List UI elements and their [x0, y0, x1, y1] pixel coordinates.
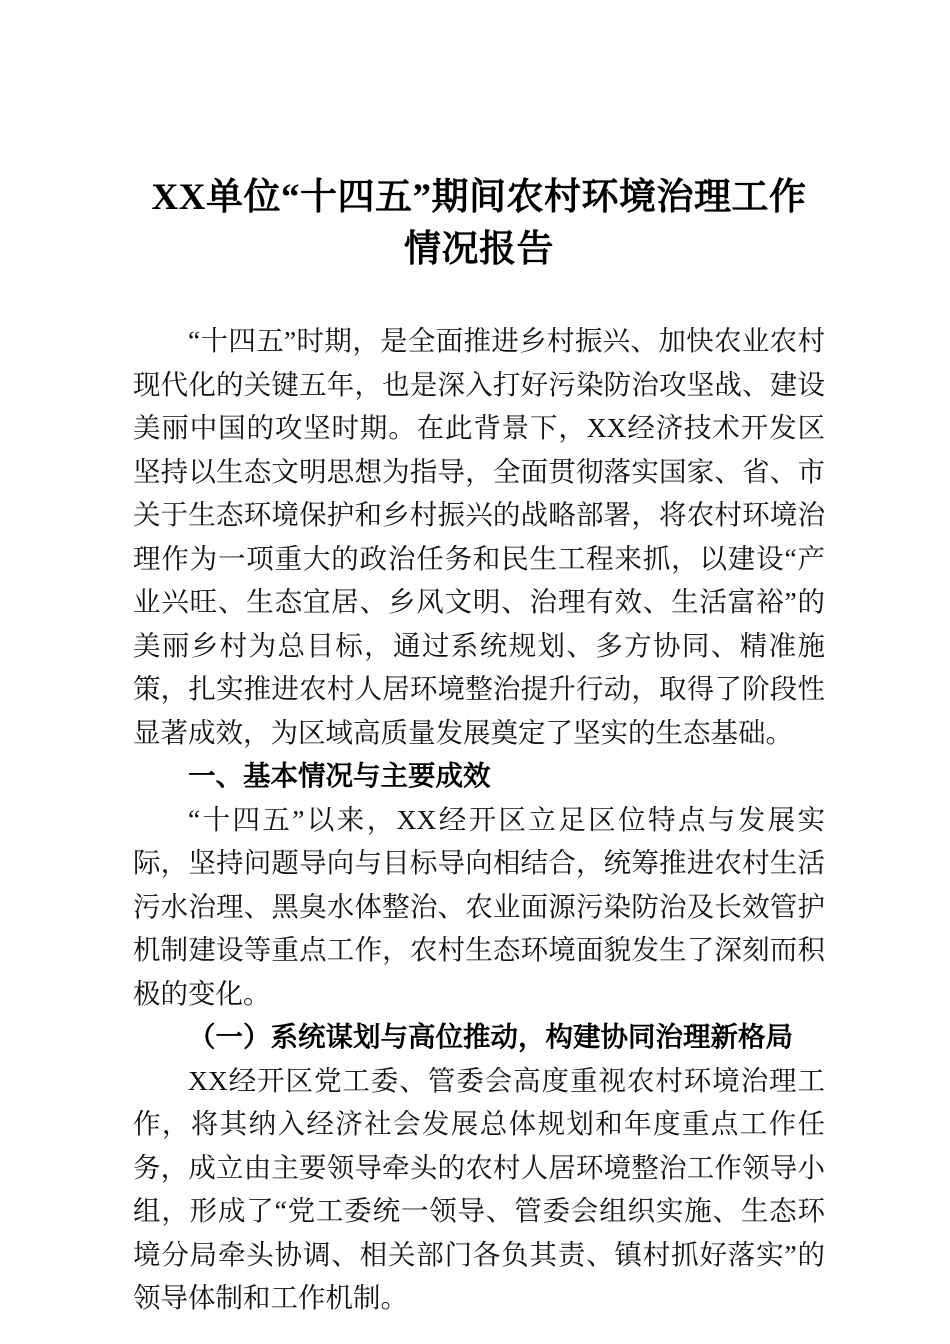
section-1-paragraph: “十四五”以来，XX经开区立足区位特点与发展实际，坚持问题导向与目标导向相结合，统筹推进农村生活污水治理、黑臭水体整治、农业面源污染防治及长效管护机制建设等重点工作，农村生态环境面貌发生了深刻而积极的变化。 — [133, 803, 825, 1009]
document-body — [133, 0, 825, 1320]
page-title: XX单位“十四五”期间农村环境治理工作情况报告 — [151, 177, 807, 270]
intro-paragraph: “十四五”时期，是全面推进乡村振兴、加快农业农村现代化的关键五年，也是深入打好污染防治攻坚战、建设美丽中国的攻坚时期。在此背景下，XX经济技术开发区坚持以生态文明思想为指导，全面贯彻落实国家、省、市关于生态环境保护和乡村振兴的战略部署，将农村环境治理作为一项重大的政治任务和民生工程来抓，以建设“产业兴旺、生态宜居、乡风文明、治理有效、生活富裕”的美丽乡村为总目标，通过系统规划、多方协同、精准施策，扎实推进农村人居环境整治提升行动，取得了阶段性显著成效，为区域高质量发展奠定了坚实的生态基础。 — [133, 325, 825, 748]
subsection-1-paragraph: XX经开区党工委、管委会高度重视农村环境治理工作，将其纳入经济社会发展总体规划和年度重点工作任务，成立由主要领导牵头的农村人居环境整治工作领导小组，形成了“党工委统一领导、管委会组织实施、生态环境分局牵头协调、相关部门各负其责、镇村抓好落实”的领导体制和工作机制。 — [133, 1064, 825, 1313]
section-heading-1: 一、基本情况与主要成效 — [188, 760, 491, 791]
subsection-heading-1: （一）系统谋划与高位推动，构建协同治理新格局 — [188, 1021, 793, 1052]
